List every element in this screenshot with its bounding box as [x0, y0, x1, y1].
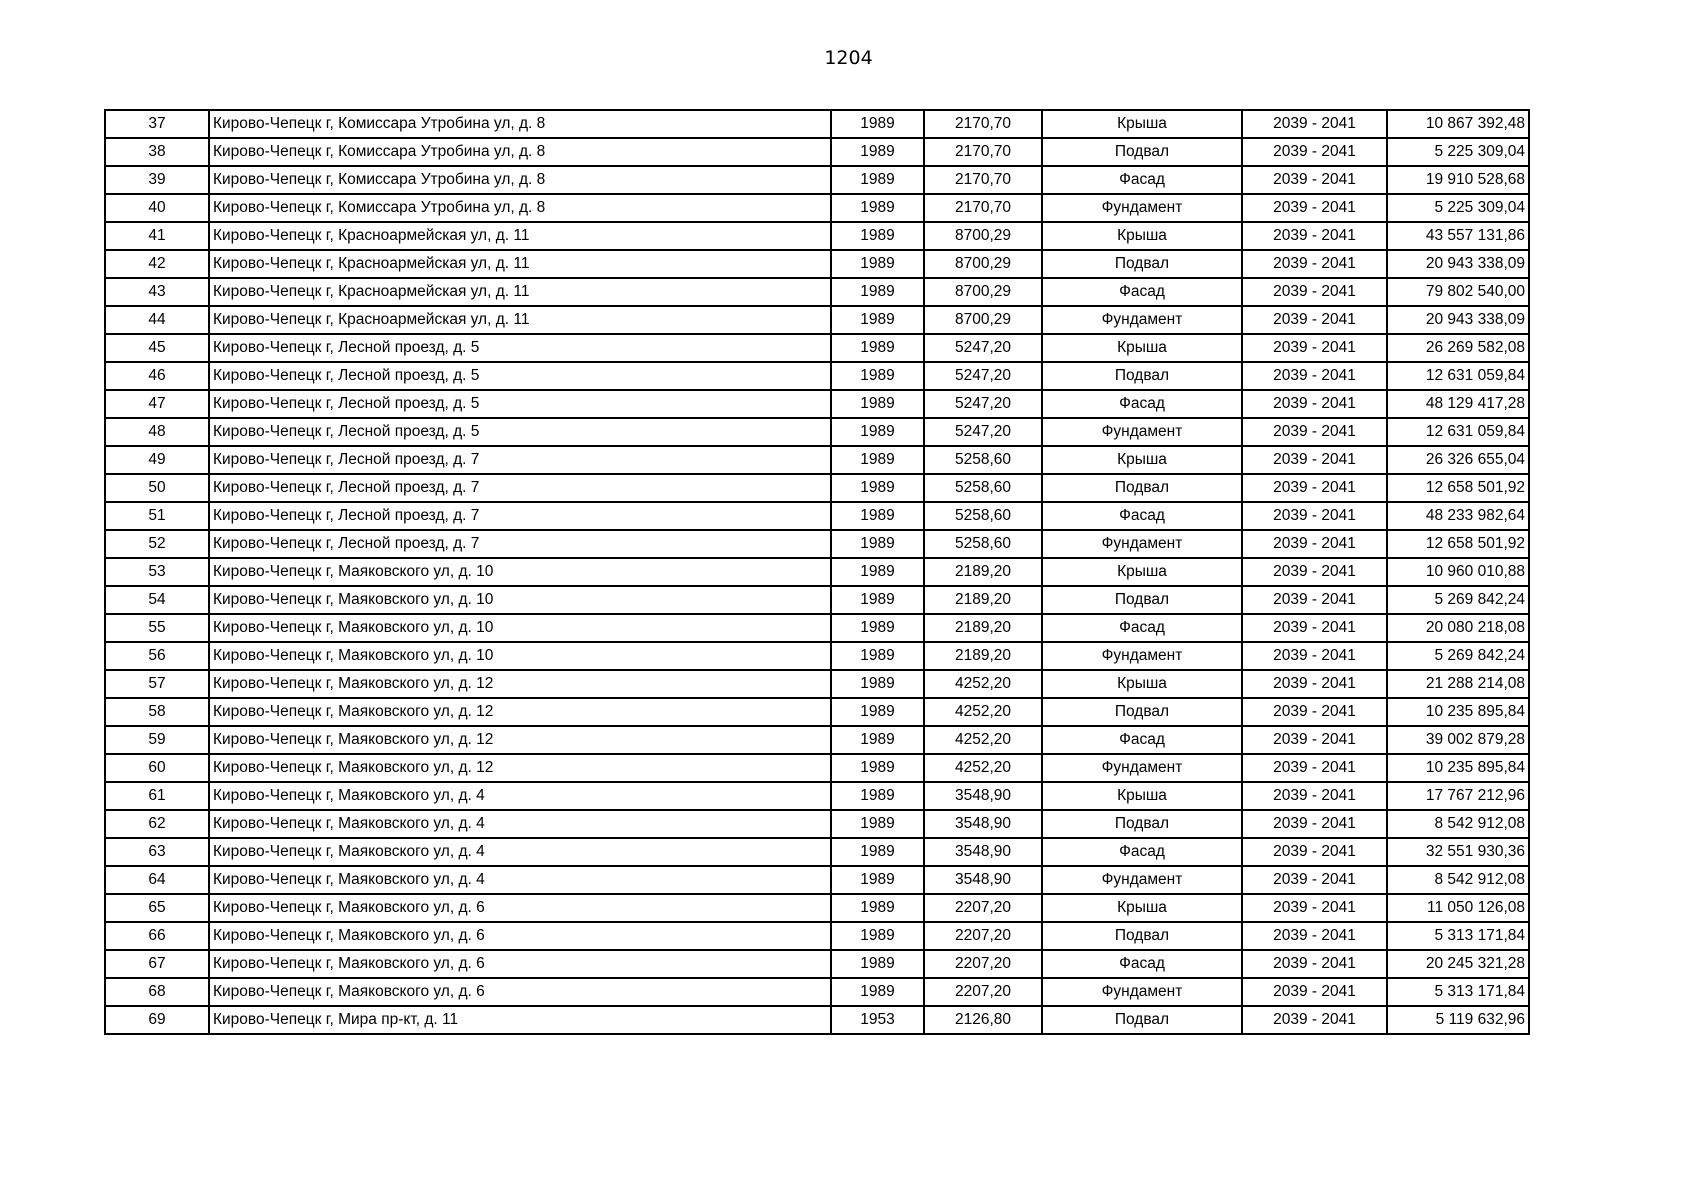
table-row: [105, 726, 1529, 754]
period-cell: 2039 - 2041: [1242, 334, 1387, 362]
row-number-cell: 62: [105, 810, 209, 838]
address-cell: Кирово-Чепецк г, Мира пр-кт, д. 11: [209, 1006, 831, 1034]
cost-cell: 5 225 309,04: [1387, 138, 1529, 166]
area-cell: 3548,90: [924, 838, 1042, 866]
row-number-cell: 65: [105, 894, 209, 922]
row-number-cell: 45: [105, 334, 209, 362]
row-number-cell: 59: [105, 726, 209, 754]
row-number-cell: 56: [105, 642, 209, 670]
period-cell: 2039 - 2041: [1242, 782, 1387, 810]
cost-cell: 5 269 842,24: [1387, 642, 1529, 670]
work-type-cell: Фасад: [1042, 166, 1242, 194]
table-row: [105, 1006, 1529, 1034]
build-year-cell: 1989: [831, 866, 924, 894]
row-number-cell: 38: [105, 138, 209, 166]
row-number-cell: 39: [105, 166, 209, 194]
row-number-cell: 52: [105, 530, 209, 558]
address-cell: Кирово-Чепецк г, Маяковского ул, д. 4: [209, 810, 831, 838]
area-cell: 2189,20: [924, 642, 1042, 670]
address-cell: Кирово-Чепецк г, Маяковского ул, д. 10: [209, 558, 831, 586]
table-row: [105, 922, 1529, 950]
table-row: [105, 446, 1529, 474]
row-number-cell: 44: [105, 306, 209, 334]
work-type-cell: Фасад: [1042, 726, 1242, 754]
build-year-cell: 1989: [831, 474, 924, 502]
row-number-cell: 41: [105, 222, 209, 250]
work-type-cell: Подвал: [1042, 698, 1242, 726]
table-row: [105, 866, 1529, 894]
address-cell: Кирово-Чепецк г, Маяковского ул, д. 6: [209, 950, 831, 978]
table-row: [105, 614, 1529, 642]
address-cell: Кирово-Чепецк г, Маяковского ул, д. 6: [209, 894, 831, 922]
build-year-cell: 1989: [831, 698, 924, 726]
area-cell: 5258,60: [924, 530, 1042, 558]
build-year-cell: 1989: [831, 838, 924, 866]
row-number-cell: 47: [105, 390, 209, 418]
cost-cell: 39 002 879,28: [1387, 726, 1529, 754]
area-cell: 2207,20: [924, 978, 1042, 1006]
build-year-cell: 1989: [831, 390, 924, 418]
build-year-cell: 1989: [831, 222, 924, 250]
table-row: [105, 194, 1529, 222]
work-type-cell: Фасад: [1042, 614, 1242, 642]
work-type-cell: Крыша: [1042, 110, 1242, 138]
period-cell: 2039 - 2041: [1242, 362, 1387, 390]
table-row: [105, 894, 1529, 922]
period-cell: 2039 - 2041: [1242, 390, 1387, 418]
row-number-cell: 37: [105, 110, 209, 138]
work-type-cell: Фасад: [1042, 950, 1242, 978]
period-cell: 2039 - 2041: [1242, 110, 1387, 138]
row-number-cell: 43: [105, 278, 209, 306]
table-row: [105, 754, 1529, 782]
address-cell: Кирово-Чепецк г, Лесной проезд, д. 7: [209, 474, 831, 502]
period-cell: 2039 - 2041: [1242, 922, 1387, 950]
period-cell: 2039 - 2041: [1242, 166, 1387, 194]
address-cell: Кирово-Чепецк г, Маяковского ул, д. 12: [209, 754, 831, 782]
period-cell: 2039 - 2041: [1242, 810, 1387, 838]
build-year-cell: 1989: [831, 586, 924, 614]
build-year-cell: 1989: [831, 978, 924, 1006]
period-cell: 2039 - 2041: [1242, 978, 1387, 1006]
period-cell: 2039 - 2041: [1242, 838, 1387, 866]
area-cell: 2126,80: [924, 1006, 1042, 1034]
address-cell: Кирово-Чепецк г, Лесной проезд, д. 7: [209, 530, 831, 558]
work-type-cell: Подвал: [1042, 250, 1242, 278]
address-cell: Кирово-Чепецк г, Лесной проезд, д. 5: [209, 390, 831, 418]
work-type-cell: Крыша: [1042, 782, 1242, 810]
period-cell: 2039 - 2041: [1242, 950, 1387, 978]
row-number-cell: 60: [105, 754, 209, 782]
table-row: [105, 334, 1529, 362]
work-type-cell: Фундамент: [1042, 866, 1242, 894]
area-cell: 2170,70: [924, 166, 1042, 194]
address-cell: Кирово-Чепецк г, Красноармейская ул, д. 11: [209, 250, 831, 278]
work-type-cell: Фундамент: [1042, 754, 1242, 782]
period-cell: 2039 - 2041: [1242, 1006, 1387, 1034]
build-year-cell: 1953: [831, 1006, 924, 1034]
table-row: [105, 558, 1529, 586]
build-year-cell: 1989: [831, 726, 924, 754]
period-cell: 2039 - 2041: [1242, 418, 1387, 446]
cost-cell: 5 313 171,84: [1387, 978, 1529, 1006]
cost-cell: 20 245 321,28: [1387, 950, 1529, 978]
address-cell: Кирово-Чепецк г, Лесной проезд, д. 5: [209, 418, 831, 446]
build-year-cell: 1989: [831, 614, 924, 642]
row-number-cell: 40: [105, 194, 209, 222]
work-type-cell: Фасад: [1042, 278, 1242, 306]
cost-cell: 10 235 895,84: [1387, 754, 1529, 782]
address-cell: Кирово-Чепецк г, Комиссара Утробина ул, д. 8: [209, 194, 831, 222]
period-cell: 2039 - 2041: [1242, 754, 1387, 782]
work-type-cell: Крыша: [1042, 334, 1242, 362]
table-row: [105, 810, 1529, 838]
period-cell: 2039 - 2041: [1242, 222, 1387, 250]
cost-cell: 19 910 528,68: [1387, 166, 1529, 194]
work-type-cell: Фундамент: [1042, 642, 1242, 670]
address-cell: Кирово-Чепецк г, Маяковского ул, д. 6: [209, 978, 831, 1006]
area-cell: 2207,20: [924, 922, 1042, 950]
period-cell: 2039 - 2041: [1242, 586, 1387, 614]
table-body: [105, 110, 1529, 1034]
work-type-cell: Подвал: [1042, 810, 1242, 838]
cost-cell: 26 269 582,08: [1387, 334, 1529, 362]
table-row: [105, 670, 1529, 698]
table-row: [105, 362, 1529, 390]
address-cell: Кирово-Чепецк г, Маяковского ул, д. 12: [209, 670, 831, 698]
address-cell: Кирово-Чепецк г, Красноармейская ул, д. 11: [209, 222, 831, 250]
period-cell: 2039 - 2041: [1242, 306, 1387, 334]
table-row: [105, 474, 1529, 502]
period-cell: 2039 - 2041: [1242, 670, 1387, 698]
area-cell: 8700,29: [924, 278, 1042, 306]
area-cell: 2170,70: [924, 194, 1042, 222]
row-number-cell: 42: [105, 250, 209, 278]
cost-cell: 20 080 218,08: [1387, 614, 1529, 642]
row-number-cell: 48: [105, 418, 209, 446]
area-cell: 8700,29: [924, 222, 1042, 250]
area-cell: 2170,70: [924, 138, 1042, 166]
cost-cell: 12 631 059,84: [1387, 362, 1529, 390]
address-cell: Кирово-Чепецк г, Комиссара Утробина ул, д. 8: [209, 138, 831, 166]
address-cell: Кирово-Чепецк г, Комиссара Утробина ул, д. 8: [209, 110, 831, 138]
build-year-cell: 1989: [831, 250, 924, 278]
build-year-cell: 1989: [831, 138, 924, 166]
work-type-cell: Фундамент: [1042, 418, 1242, 446]
build-year-cell: 1989: [831, 194, 924, 222]
work-type-cell: Фасад: [1042, 838, 1242, 866]
work-type-cell: Крыша: [1042, 446, 1242, 474]
repair-schedule-table: [104, 109, 1530, 1035]
area-cell: 5247,20: [924, 418, 1042, 446]
build-year-cell: 1989: [831, 782, 924, 810]
build-year-cell: 1989: [831, 334, 924, 362]
row-number-cell: 51: [105, 502, 209, 530]
address-cell: Кирово-Чепецк г, Маяковского ул, д. 10: [209, 614, 831, 642]
build-year-cell: 1989: [831, 950, 924, 978]
work-type-cell: Крыша: [1042, 222, 1242, 250]
cost-cell: 5 313 171,84: [1387, 922, 1529, 950]
row-number-cell: 67: [105, 950, 209, 978]
build-year-cell: 1989: [831, 362, 924, 390]
table-row: [105, 978, 1529, 1006]
area-cell: 2207,20: [924, 894, 1042, 922]
area-cell: 5247,20: [924, 362, 1042, 390]
address-cell: Кирово-Чепецк г, Красноармейская ул, д. 11: [209, 278, 831, 306]
period-cell: 2039 - 2041: [1242, 726, 1387, 754]
address-cell: Кирово-Чепецк г, Маяковского ул, д. 12: [209, 698, 831, 726]
area-cell: 2189,20: [924, 558, 1042, 586]
address-cell: Кирово-Чепецк г, Маяковского ул, д. 4: [209, 782, 831, 810]
area-cell: 5258,60: [924, 502, 1042, 530]
work-type-cell: Крыша: [1042, 894, 1242, 922]
table-row: [105, 138, 1529, 166]
cost-cell: 5 269 842,24: [1387, 586, 1529, 614]
period-cell: 2039 - 2041: [1242, 474, 1387, 502]
row-number-cell: 46: [105, 362, 209, 390]
row-number-cell: 66: [105, 922, 209, 950]
cost-cell: 26 326 655,04: [1387, 446, 1529, 474]
table-row: [105, 530, 1529, 558]
table-row: [105, 110, 1529, 138]
area-cell: 2170,70: [924, 110, 1042, 138]
row-number-cell: 58: [105, 698, 209, 726]
address-cell: Кирово-Чепецк г, Маяковского ул, д. 4: [209, 838, 831, 866]
cost-cell: 43 557 131,86: [1387, 222, 1529, 250]
period-cell: 2039 - 2041: [1242, 530, 1387, 558]
table-row: [105, 222, 1529, 250]
period-cell: 2039 - 2041: [1242, 446, 1387, 474]
area-cell: 3548,90: [924, 782, 1042, 810]
cost-cell: 5 225 309,04: [1387, 194, 1529, 222]
build-year-cell: 1989: [831, 306, 924, 334]
address-cell: Кирово-Чепецк г, Маяковского ул, д. 6: [209, 922, 831, 950]
row-number-cell: 50: [105, 474, 209, 502]
area-cell: 5247,20: [924, 390, 1042, 418]
period-cell: 2039 - 2041: [1242, 698, 1387, 726]
row-number-cell: 49: [105, 446, 209, 474]
build-year-cell: 1989: [831, 418, 924, 446]
period-cell: 2039 - 2041: [1242, 642, 1387, 670]
table-row: [105, 950, 1529, 978]
period-cell: 2039 - 2041: [1242, 866, 1387, 894]
table-row: [105, 698, 1529, 726]
area-cell: 3548,90: [924, 866, 1042, 894]
row-number-cell: 68: [105, 978, 209, 1006]
work-type-cell: Подвал: [1042, 1006, 1242, 1034]
work-type-cell: Фундамент: [1042, 978, 1242, 1006]
row-number-cell: 64: [105, 866, 209, 894]
cost-cell: 8 542 912,08: [1387, 866, 1529, 894]
address-cell: Кирово-Чепецк г, Комиссара Утробина ул, д. 8: [209, 166, 831, 194]
build-year-cell: 1989: [831, 558, 924, 586]
cost-cell: 10 235 895,84: [1387, 698, 1529, 726]
period-cell: 2039 - 2041: [1242, 558, 1387, 586]
work-type-cell: Крыша: [1042, 670, 1242, 698]
address-cell: Кирово-Чепецк г, Красноармейская ул, д. 11: [209, 306, 831, 334]
build-year-cell: 1989: [831, 278, 924, 306]
work-type-cell: Фасад: [1042, 390, 1242, 418]
area-cell: 4252,20: [924, 670, 1042, 698]
work-type-cell: Фундамент: [1042, 530, 1242, 558]
address-cell: Кирово-Чепецк г, Лесной проезд, д. 5: [209, 362, 831, 390]
cost-cell: 21 288 214,08: [1387, 670, 1529, 698]
table-row: [105, 250, 1529, 278]
cost-cell: 8 542 912,08: [1387, 810, 1529, 838]
build-year-cell: 1989: [831, 810, 924, 838]
work-type-cell: Подвал: [1042, 138, 1242, 166]
area-cell: 4252,20: [924, 698, 1042, 726]
address-cell: Кирово-Чепецк г, Лесной проезд, д. 7: [209, 446, 831, 474]
cost-cell: 48 129 417,28: [1387, 390, 1529, 418]
period-cell: 2039 - 2041: [1242, 194, 1387, 222]
area-cell: 5247,20: [924, 334, 1042, 362]
table-row: [105, 166, 1529, 194]
cost-cell: 48 233 982,64: [1387, 502, 1529, 530]
address-cell: Кирово-Чепецк г, Маяковского ул, д. 4: [209, 866, 831, 894]
table-row: [105, 418, 1529, 446]
area-cell: 8700,29: [924, 306, 1042, 334]
address-cell: Кирово-Чепецк г, Маяковского ул, д. 12: [209, 726, 831, 754]
build-year-cell: 1989: [831, 502, 924, 530]
cost-cell: 20 943 338,09: [1387, 250, 1529, 278]
build-year-cell: 1989: [831, 922, 924, 950]
build-year-cell: 1989: [831, 754, 924, 782]
cost-cell: 12 658 501,92: [1387, 530, 1529, 558]
cost-cell: 79 802 540,00: [1387, 278, 1529, 306]
period-cell: 2039 - 2041: [1242, 614, 1387, 642]
work-type-cell: Подвал: [1042, 922, 1242, 950]
row-number-cell: 53: [105, 558, 209, 586]
work-type-cell: Подвал: [1042, 474, 1242, 502]
cost-cell: 5 119 632,96: [1387, 1006, 1529, 1034]
work-type-cell: Фасад: [1042, 502, 1242, 530]
cost-cell: 32 551 930,36: [1387, 838, 1529, 866]
area-cell: 2189,20: [924, 614, 1042, 642]
area-cell: 5258,60: [924, 446, 1042, 474]
area-cell: 4252,20: [924, 754, 1042, 782]
table-row: [105, 782, 1529, 810]
build-year-cell: 1989: [831, 166, 924, 194]
cost-cell: 20 943 338,09: [1387, 306, 1529, 334]
area-cell: 3548,90: [924, 810, 1042, 838]
address-cell: Кирово-Чепецк г, Маяковского ул, д. 10: [209, 642, 831, 670]
row-number-cell: 55: [105, 614, 209, 642]
build-year-cell: 1989: [831, 530, 924, 558]
row-number-cell: 54: [105, 586, 209, 614]
cost-cell: 10 867 392,48: [1387, 110, 1529, 138]
table-row: [105, 306, 1529, 334]
table-row: [105, 838, 1529, 866]
row-number-cell: 63: [105, 838, 209, 866]
cost-cell: 10 960 010,88: [1387, 558, 1529, 586]
address-cell: Кирово-Чепецк г, Лесной проезд, д. 5: [209, 334, 831, 362]
area-cell: 4252,20: [924, 726, 1042, 754]
page-number: 1204: [824, 47, 873, 69]
row-number-cell: 69: [105, 1006, 209, 1034]
build-year-cell: 1989: [831, 110, 924, 138]
table-row: [105, 642, 1529, 670]
area-cell: 5258,60: [924, 474, 1042, 502]
row-number-cell: 57: [105, 670, 209, 698]
table-row: [105, 278, 1529, 306]
cost-cell: 11 050 126,08: [1387, 894, 1529, 922]
period-cell: 2039 - 2041: [1242, 278, 1387, 306]
build-year-cell: 1989: [831, 670, 924, 698]
build-year-cell: 1989: [831, 894, 924, 922]
work-type-cell: Крыша: [1042, 558, 1242, 586]
period-cell: 2039 - 2041: [1242, 894, 1387, 922]
address-cell: Кирово-Чепецк г, Маяковского ул, д. 10: [209, 586, 831, 614]
period-cell: 2039 - 2041: [1242, 250, 1387, 278]
build-year-cell: 1989: [831, 642, 924, 670]
work-type-cell: Подвал: [1042, 586, 1242, 614]
period-cell: 2039 - 2041: [1242, 138, 1387, 166]
table-row: [105, 502, 1529, 530]
work-type-cell: Подвал: [1042, 362, 1242, 390]
table-row: [105, 390, 1529, 418]
cost-cell: 12 631 059,84: [1387, 418, 1529, 446]
area-cell: 2207,20: [924, 950, 1042, 978]
cost-cell: 17 767 212,96: [1387, 782, 1529, 810]
table-row: [105, 586, 1529, 614]
build-year-cell: 1989: [831, 446, 924, 474]
work-type-cell: Фундамент: [1042, 194, 1242, 222]
area-cell: 2189,20: [924, 586, 1042, 614]
row-number-cell: 61: [105, 782, 209, 810]
cost-cell: 12 658 501,92: [1387, 474, 1529, 502]
address-cell: Кирово-Чепецк г, Лесной проезд, д. 7: [209, 502, 831, 530]
work-type-cell: Фундамент: [1042, 306, 1242, 334]
period-cell: 2039 - 2041: [1242, 502, 1387, 530]
area-cell: 8700,29: [924, 250, 1042, 278]
